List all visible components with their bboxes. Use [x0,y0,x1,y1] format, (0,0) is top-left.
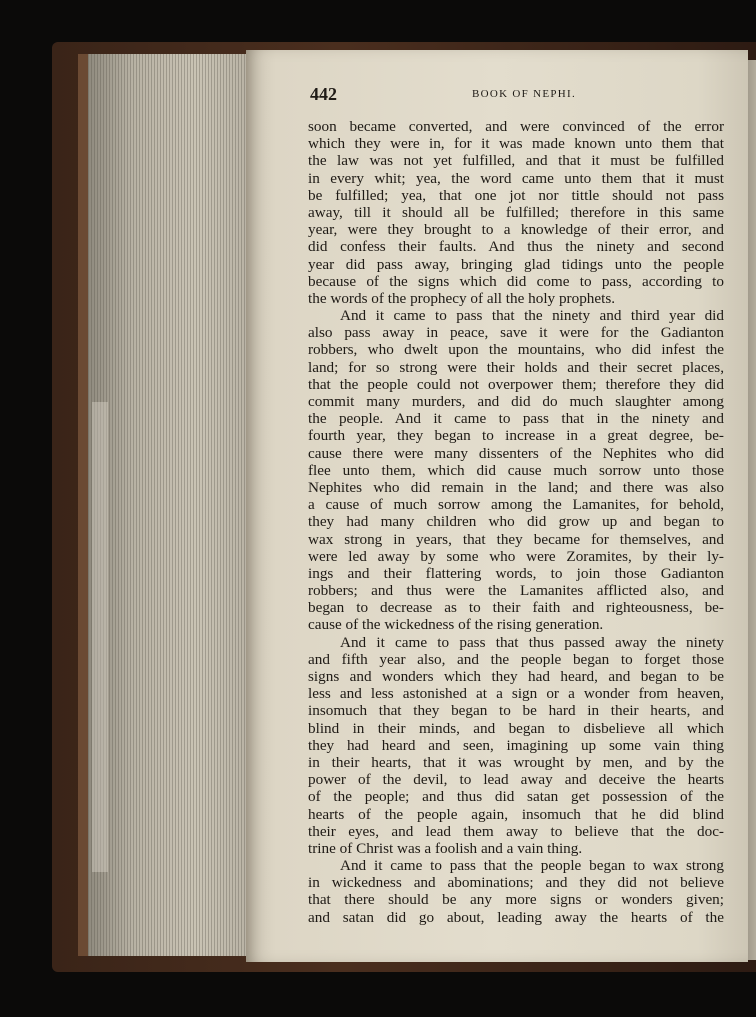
text-line: And it came to pass that the people began to wax strong [340,857,724,875]
text-line: they had heard and seen, imagining up some vain thing [308,736,724,754]
text-line: wax strong in years, that they became for themselves, and [308,530,724,548]
text-line: did confess their faults. And thus the ninety and second [308,238,724,256]
text-line: signs and wonders which they had heard, and began to be [308,668,724,685]
text-line: away, till it should all be fulfilled; therefore in this same [308,203,724,221]
body-text [308,118,724,926]
text-line: year did pass away, bringing glad tidings unto the people [308,255,724,273]
text-line: And it came to pass that the ninety and third year did [340,307,724,325]
text-line: also pass away in peace, save it were for the Gadianton [308,324,724,342]
text-line: Nephites who did remain in the land; and there was also [308,478,724,496]
text-line: because of the signs which did come to pass, according to [308,272,724,290]
paragraph [308,118,724,307]
text-line: that there should be any more signs or wonders given; [308,891,724,909]
text-line: hearts of the people again, insomuch that he did blind [308,805,724,823]
page-header [310,84,722,106]
text-line: fourth year, they began to increase in a great degree, be- [308,427,724,445]
paragraph [308,634,724,857]
text-line: robbers, who dwelt upon the mountains, who did infest the [308,341,724,359]
text-line: cause there were many dissenters of the Nephites who did [308,444,724,462]
text-line: they had many children who did grow up and began to [308,513,724,531]
text-line: land; for so strong were their holds and their secret places, [308,358,724,376]
text-line: be fulfilled; yea, that one jot nor tittle should not pass [308,186,724,204]
text-line: in their hearts, that it was wrought by men, and by the [308,753,724,771]
paragraph [308,857,724,926]
text-line: and satan did go about, leading away the hearts of the [308,908,724,926]
text-line: power of the devil, to lead away and deceive the hearts [308,771,724,789]
text-line: that the people could not overpower them; therefore they did [308,375,724,393]
text-line: blind in their minds, and began to disbelieve all which [308,719,724,737]
text-line: in every whit; yea, the word came unto them that it must [308,169,724,187]
text-line: were led away by some who were Zoramites, by their ly- [308,547,724,565]
text-line: a cause of much sorrow among the Lamanites, for behold, [308,496,724,514]
text-line: of the people; and thus did satan get possession of the [308,788,724,806]
text-line: their eyes, and lead them away to believe that the doc- [308,822,724,840]
text-line: soon became converted, and were convinced of the error [308,118,724,135]
text-line: less and less astonished at a sign or a wonder from heaven, [308,685,724,703]
text-line: began to decrease as to their faith and righteousness, be- [308,599,724,617]
text-line: insomuch that they began to be hard in their hearts, and [308,702,724,720]
page-number: 442 [310,84,337,104]
running-head: BOOK OF NEPHI. [472,88,577,100]
text-line: cause of the wickedness of the rising generation. [308,616,604,634]
text-line: in wickedness and abominations; and they did not believe [308,874,724,892]
text-line: year, were they brought to a knowledge of their error, and [308,221,724,239]
text-line: and fifth year also, and the people began to forget those [308,650,724,668]
text-line: ings and their flattering words, to join those Gadianton [308,564,724,582]
text-line: which they were in, for it was made known unto them that [308,135,724,153]
text-line: trine of Christ was a foolish and a vain thing. [308,839,583,857]
text-line: the people. And it came to pass that in the ninety and [308,410,724,428]
text-line: And it came to pass that thus passed away the ninety [340,633,724,651]
page-edge-highlight [92,402,108,872]
text-line: commit many murders, and did do much slaughter among [308,393,724,410]
text-line: the words of the prophecy of all the holy prophets. [308,289,616,307]
text-line: robbers; and thus were the Lamanites afflicted also, and [308,582,724,600]
text-line: flee unto them, which did cause much sorrow unto those [308,461,724,479]
text-line: the law was not yet fulfilled, and that it must be fulfilled [308,152,724,170]
paragraph [308,307,724,634]
